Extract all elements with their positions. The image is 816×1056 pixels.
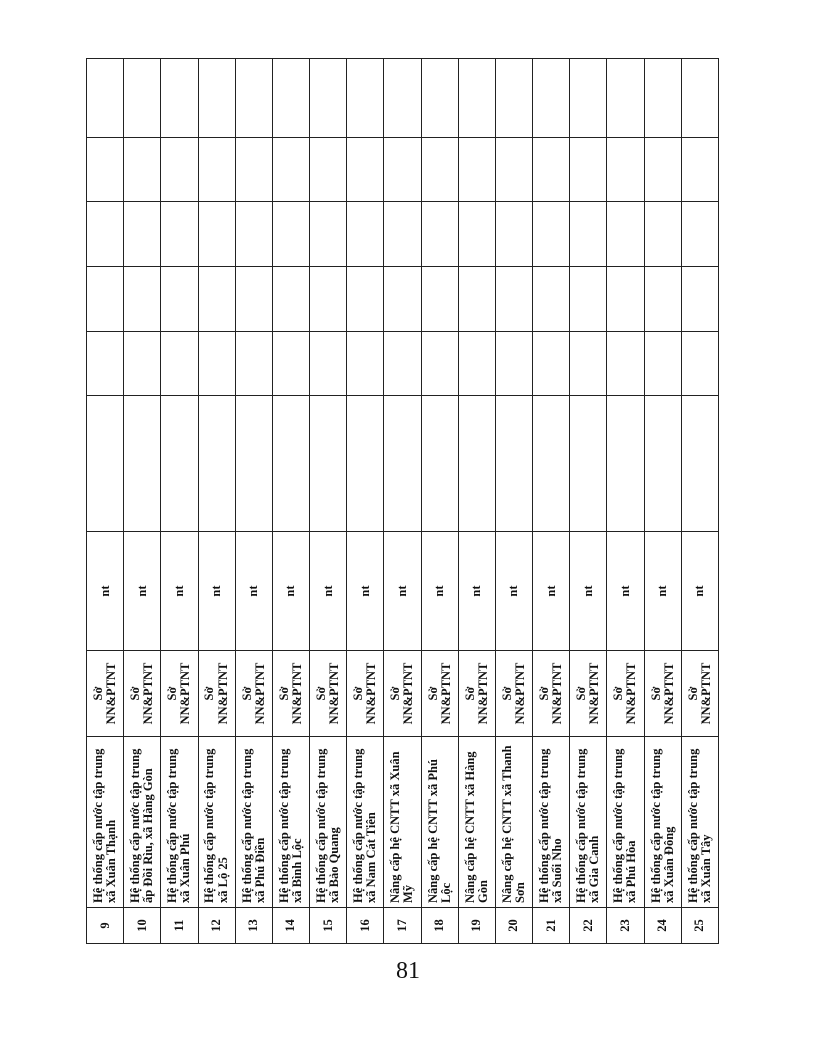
empty-cell <box>161 332 198 396</box>
row-number-cell: 25 <box>681 908 718 944</box>
table-row <box>570 59 607 944</box>
table-row <box>272 59 309 944</box>
empty-cell <box>570 267 607 332</box>
row-number-cell: 18 <box>421 908 458 944</box>
row-number-cell: 24 <box>644 908 681 944</box>
project-name-cell: Nâng cấp hệ CNTT xã Phú Lộc <box>421 737 458 908</box>
empty-cell <box>644 332 681 396</box>
managing-unit-cell: Sở NN&PTNT <box>347 651 384 737</box>
empty-cell <box>87 267 124 332</box>
page-number: 81 <box>396 958 420 984</box>
empty-cell <box>198 138 235 202</box>
empty-cell <box>458 267 495 332</box>
project-name-cell: Hệ thống cấp nước tập trung xã Bảo Quang <box>310 737 347 908</box>
empty-cell <box>533 59 570 138</box>
empty-cell <box>87 59 124 138</box>
empty-cell <box>198 267 235 332</box>
empty-cell <box>347 332 384 396</box>
table-row <box>421 59 458 944</box>
empty-cell <box>272 138 309 202</box>
empty-cell <box>347 138 384 202</box>
row-number-cell: 15 <box>310 908 347 944</box>
managing-unit-cell: Sở NN&PTNT <box>198 651 235 737</box>
empty-cell <box>681 138 718 202</box>
table-row <box>235 59 272 944</box>
project-name-cell: Hệ thống cấp nước tập trung xã Xuân Phú <box>161 737 198 908</box>
note-cell: nt <box>495 532 532 651</box>
empty-cell <box>384 332 421 396</box>
empty-cell <box>607 267 644 332</box>
empty-cell <box>644 202 681 267</box>
empty-cell <box>495 267 532 332</box>
managing-unit-cell: Sở NN&PTNT <box>384 651 421 737</box>
note-cell: nt <box>124 532 161 651</box>
empty-cell <box>272 202 309 267</box>
managing-unit-cell: Sở NN&PTNT <box>161 651 198 737</box>
table-row <box>607 59 644 944</box>
project-name-cell: Nâng cấp hệ CNTT xã Thanh Sơn <box>495 737 532 908</box>
empty-cell <box>458 332 495 396</box>
empty-cell <box>570 332 607 396</box>
empty-cell <box>347 59 384 138</box>
note-cell: nt <box>347 532 384 651</box>
managing-unit-cell: Sở NN&PTNT <box>533 651 570 737</box>
managing-unit-cell: Sở NN&PTNT <box>607 651 644 737</box>
empty-cell <box>347 396 384 532</box>
empty-cell <box>272 59 309 138</box>
empty-cell <box>87 332 124 396</box>
empty-cell <box>272 332 309 396</box>
empty-cell <box>533 138 570 202</box>
table-row <box>87 59 124 944</box>
empty-cell <box>161 202 198 267</box>
empty-cell <box>161 59 198 138</box>
table-rotation-frame <box>86 59 719 944</box>
note-cell: nt <box>87 532 124 651</box>
empty-cell <box>235 59 272 138</box>
rotated-table-container <box>86 59 719 944</box>
empty-cell <box>198 59 235 138</box>
table-row <box>533 59 570 944</box>
empty-cell <box>161 138 198 202</box>
project-name-cell: Hệ thống cấp nước tập trung xã Phú Điền <box>235 737 272 908</box>
project-name-cell: Hệ thống cấp nước tập trung xã Xuân Đông <box>644 737 681 908</box>
row-number-cell: 21 <box>533 908 570 944</box>
empty-cell <box>124 138 161 202</box>
empty-cell <box>124 267 161 332</box>
empty-cell <box>124 332 161 396</box>
table-row <box>644 59 681 944</box>
empty-cell <box>681 59 718 138</box>
project-name-cell: Hệ thống cấp nước tập trung ấp Đồi Rìu, xã Hàng Gòn <box>124 737 161 908</box>
project-name-cell: Hệ thống cấp nước tập trung xã Phú Hòa <box>607 737 644 908</box>
managing-unit-cell: Sở NN&PTNT <box>235 651 272 737</box>
empty-cell <box>310 59 347 138</box>
empty-cell <box>87 396 124 532</box>
empty-cell <box>495 332 532 396</box>
empty-cell <box>644 267 681 332</box>
project-name-cell: Hệ thống cấp nước tập trung xã Xuân Tây <box>681 737 718 908</box>
empty-cell <box>421 138 458 202</box>
row-number-cell: 23 <box>607 908 644 944</box>
empty-cell <box>607 59 644 138</box>
table-row <box>384 59 421 944</box>
empty-cell <box>421 267 458 332</box>
empty-cell <box>235 202 272 267</box>
empty-cell <box>533 396 570 532</box>
empty-cell <box>310 332 347 396</box>
note-cell: nt <box>161 532 198 651</box>
empty-cell <box>421 396 458 532</box>
empty-cell <box>124 202 161 267</box>
row-number-cell: 10 <box>124 908 161 944</box>
table-row <box>681 59 718 944</box>
project-name-cell: Hệ thống cấp nước tập trung xã Lộ 25 <box>198 737 235 908</box>
table-row <box>310 59 347 944</box>
row-number-cell: 14 <box>272 908 309 944</box>
empty-cell <box>421 332 458 396</box>
note-cell: nt <box>681 532 718 651</box>
empty-cell <box>495 396 532 532</box>
empty-cell <box>681 396 718 532</box>
empty-cell <box>421 59 458 138</box>
empty-cell <box>384 202 421 267</box>
empty-cell <box>347 202 384 267</box>
managing-unit-cell: Sở NN&PTNT <box>124 651 161 737</box>
empty-cell <box>644 59 681 138</box>
empty-cell <box>124 59 161 138</box>
empty-cell <box>198 202 235 267</box>
table-row <box>458 59 495 944</box>
empty-cell <box>644 138 681 202</box>
managing-unit-cell: Sở NN&PTNT <box>681 651 718 737</box>
empty-cell <box>533 202 570 267</box>
managing-unit-cell: Sở NN&PTNT <box>495 651 532 737</box>
empty-cell <box>198 396 235 532</box>
note-cell: nt <box>198 532 235 651</box>
project-name-cell: Nâng cấp hệ CNTT xã Xuân Mỹ <box>384 737 421 908</box>
note-cell: nt <box>607 532 644 651</box>
empty-cell <box>87 202 124 267</box>
row-number-cell: 17 <box>384 908 421 944</box>
note-cell: nt <box>272 532 309 651</box>
empty-cell <box>384 396 421 532</box>
empty-cell <box>272 396 309 532</box>
row-number-cell: 11 <box>161 908 198 944</box>
table-row <box>347 59 384 944</box>
empty-cell <box>235 138 272 202</box>
empty-cell <box>310 138 347 202</box>
empty-cell <box>384 59 421 138</box>
empty-cell <box>607 202 644 267</box>
managing-unit-cell: Sở NN&PTNT <box>644 651 681 737</box>
empty-cell <box>310 267 347 332</box>
empty-cell <box>533 267 570 332</box>
row-number-cell: 19 <box>458 908 495 944</box>
empty-cell <box>384 267 421 332</box>
managing-unit-cell: Sở NN&PTNT <box>272 651 309 737</box>
managing-unit-cell: Sở NN&PTNT <box>310 651 347 737</box>
managing-unit-cell: Sở NN&PTNT <box>421 651 458 737</box>
project-name-cell: Hệ thống cấp nước tập trung xã Gia Canh <box>570 737 607 908</box>
table-body <box>87 59 719 944</box>
managing-unit-cell: Sở NN&PTNT <box>570 651 607 737</box>
empty-cell <box>272 267 309 332</box>
empty-cell <box>161 267 198 332</box>
table-row <box>198 59 235 944</box>
table-row <box>124 59 161 944</box>
empty-cell <box>644 396 681 532</box>
row-number-cell: 22 <box>570 908 607 944</box>
table-row <box>161 59 198 944</box>
table-row <box>495 59 532 944</box>
project-name-cell: Hệ thống cấp nước tập trung xã Nam Cát Tiên <box>347 737 384 908</box>
project-table <box>86 58 719 944</box>
empty-cell <box>607 396 644 532</box>
empty-cell <box>347 267 384 332</box>
note-cell: nt <box>570 532 607 651</box>
empty-cell <box>681 202 718 267</box>
empty-cell <box>235 267 272 332</box>
empty-cell <box>235 396 272 532</box>
managing-unit-cell: Sở NN&PTNT <box>458 651 495 737</box>
note-cell: nt <box>235 532 272 651</box>
empty-cell <box>421 202 458 267</box>
note-cell: nt <box>533 532 570 651</box>
empty-cell <box>458 59 495 138</box>
project-name-cell: Hệ thống cấp nước tập trung xã Xuân Thạnh <box>87 737 124 908</box>
empty-cell <box>310 396 347 532</box>
empty-cell <box>458 396 495 532</box>
empty-cell <box>495 59 532 138</box>
empty-cell <box>458 202 495 267</box>
empty-cell <box>570 138 607 202</box>
empty-cell <box>570 59 607 138</box>
empty-cell <box>533 332 570 396</box>
empty-cell <box>570 202 607 267</box>
empty-cell <box>124 396 161 532</box>
empty-cell <box>198 332 235 396</box>
empty-cell <box>607 138 644 202</box>
row-number-cell: 9 <box>87 908 124 944</box>
empty-cell <box>495 202 532 267</box>
empty-cell <box>235 332 272 396</box>
row-number-cell: 16 <box>347 908 384 944</box>
empty-cell <box>384 138 421 202</box>
row-number-cell: 20 <box>495 908 532 944</box>
empty-cell <box>458 138 495 202</box>
project-name-cell: Hệ thống cấp nước tập trung xã Suối Nho <box>533 737 570 908</box>
note-cell: nt <box>458 532 495 651</box>
empty-cell <box>495 138 532 202</box>
note-cell: nt <box>384 532 421 651</box>
empty-cell <box>570 396 607 532</box>
empty-cell <box>607 332 644 396</box>
note-cell: nt <box>421 532 458 651</box>
empty-cell <box>161 396 198 532</box>
project-name-cell: Nâng cấp hệ CNTT xã Hàng Gòn <box>458 737 495 908</box>
row-number-cell: 13 <box>235 908 272 944</box>
empty-cell <box>681 267 718 332</box>
project-name-cell: Hệ thống cấp nước tập trung xã Bình Lộc <box>272 737 309 908</box>
managing-unit-cell: Sở NN&PTNT <box>87 651 124 737</box>
note-cell: nt <box>644 532 681 651</box>
empty-cell <box>87 138 124 202</box>
row-number-cell: 12 <box>198 908 235 944</box>
empty-cell <box>310 202 347 267</box>
empty-cell <box>681 332 718 396</box>
note-cell: nt <box>310 532 347 651</box>
